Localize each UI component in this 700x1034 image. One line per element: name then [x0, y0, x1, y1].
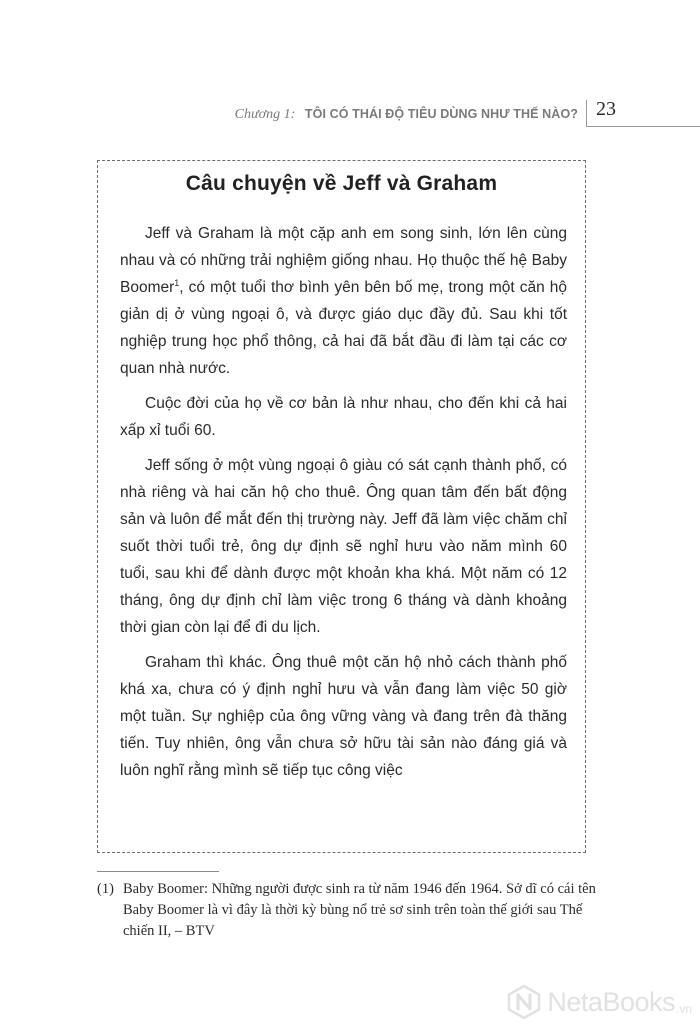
- story-paragraph: Jeff sống ở một vùng ngoại ô giàu có sát cạnh thành phố, có nhà riêng và hai căn hộ cho thuê. Ông quan tâm đến bất động sản và luôn để mắt đến thị trường này. Jeff đã làm việc chăm chỉ suốt thời tuổi trẻ, ông dự định sẽ nghỉ hưu vào năm mình 60 tuổi, sau khi để dành được một khoản kha khá. Một năm có 12 tháng, ông dự định chỉ làm việc trong 6 tháng và dành khoảng thời gian còn lại để đi du lịch.: [120, 457, 567, 636]
- watermark-suffix: .vn: [675, 1002, 692, 1016]
- footnote-text: Baby Boomer: Những người được sinh ra từ năm 1946 đến 1964. Sở dĩ có cái tên Baby Boomer là vì đây là thời kỳ bùng nổ trẻ sơ sinh trên toàn thế giới sau Thế chiến II, – BTV: [123, 881, 596, 939]
- footnote-rule: [97, 871, 219, 872]
- chapter-title: TÔI CÓ THÁI ĐỘ TIÊU DÙNG NHƯ THẾ NÀO?: [304, 107, 578, 121]
- watermark-text: NetaBooks: [547, 986, 675, 1017]
- chapter-heading: [235, 106, 578, 123]
- footnote-number: (1): [97, 881, 114, 897]
- chapter-label: Chương 1:: [234, 107, 296, 122]
- story-title: Câu chuyện về Jeff và Graham: [185, 172, 498, 195]
- footnote-reference[interactable]: 1: [174, 277, 180, 288]
- header-divider: [586, 100, 587, 126]
- watermark: [507, 982, 692, 1022]
- paragraph-text: Jeff và Graham là một cặp anh em song sinh, lớn lên cùng nhau và có những trải nghiệm giống nhau. Họ thuộc thế hệ Baby Boomer: [120, 225, 567, 296]
- story-body: [120, 220, 567, 792]
- paragraph-text-continued: , có một tuổi thơ bình yên bên bố mẹ, trong một căn hộ giản dị ở vùng ngoại ô, và được giáo dục đầy đủ. Sau khi tốt nghiệp trung học phổ thông, cả hai đã bắt đầu đi làm tại các cơ quan nhà nước.: [120, 279, 567, 377]
- header-rule: [586, 126, 700, 127]
- story-paragraph: Cuộc đời của họ về cơ bản là như nhau, cho đến khi cả hai xấp xỉ tuổi 60.: [120, 395, 567, 439]
- page-number: 23: [596, 98, 616, 120]
- running-header: [0, 100, 700, 130]
- story-paragraph: Graham thì khác. Ông thuê một căn hộ nhỏ cách thành phố khá xa, chưa có ý định nghỉ hưu và vẫn đang làm việc 50 giờ một tuần. Sự nghiệp của ông vững vàng và đang trên đà thăng tiến. Tuy nhiên, ông vẫn chưa sở hữu tài sản nào đáng giá và luôn nghĩ rằng mình sẽ tiếp tục công việc: [120, 654, 567, 779]
- story-paragraph: [120, 220, 567, 382]
- footnote: [97, 879, 597, 942]
- netabooks-logo-icon: [507, 985, 541, 1019]
